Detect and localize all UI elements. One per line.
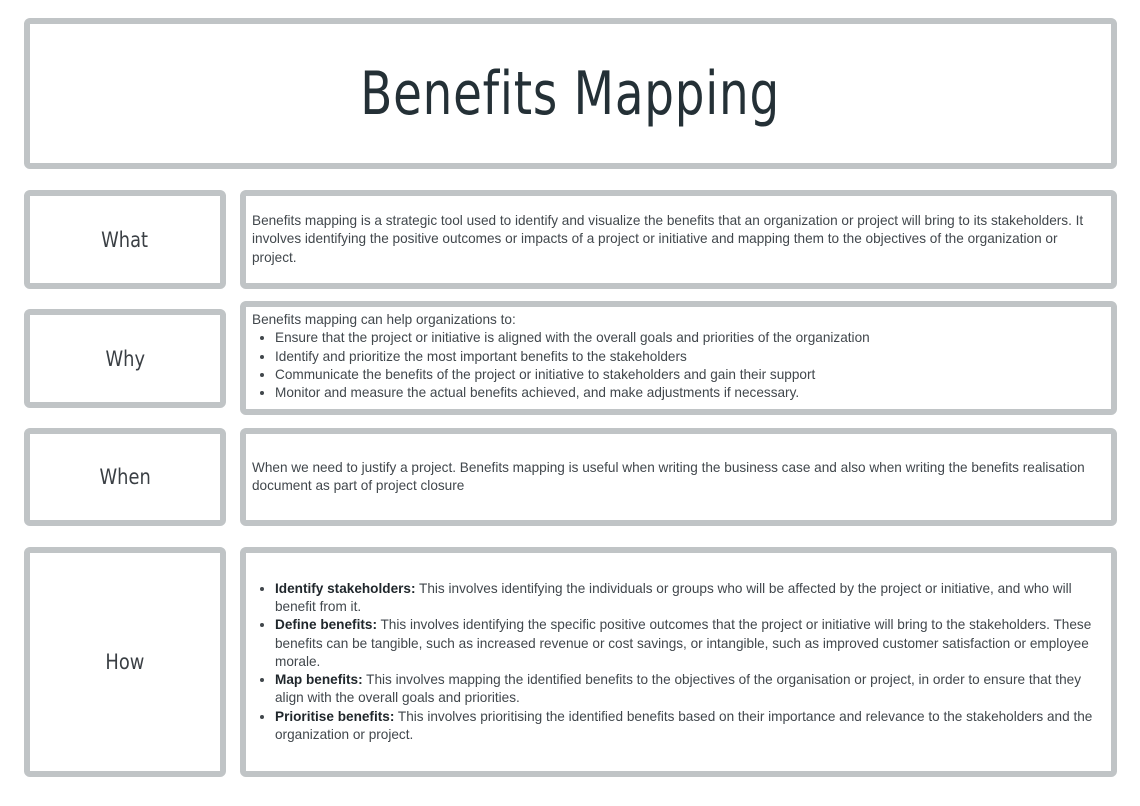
why-label: Why [105, 346, 145, 371]
when-content-panel [240, 428, 1117, 526]
how-list-item [275, 671, 1097, 708]
why-list-item: • Monitor and measure the actual benefits achieved, and make adjustments if necessary. [275, 384, 1097, 402]
what-content-panel [240, 190, 1117, 289]
how-item-desc: This involves identifying the individuals or groups who will be affected by the project or initiative, and who will benefit from it. [275, 580, 1072, 614]
when-text: When we need to justify a project. Benefits mapping is useful when writing the business case and also when writing the benefits realisation document as part of project closure [252, 459, 1085, 493]
what-label: What [101, 227, 149, 252]
how-label-panel [24, 547, 226, 777]
what-text: Benefits mapping is a strategic tool used to identify and visualize the benefits that an organization or project will bring to its stakeholders. It involves identifying the positive outcomes or impacts of a project or initiative and mapping them to the objectives of the organization or project. [252, 213, 1084, 265]
when-label-panel [24, 428, 226, 526]
why-label-panel [24, 309, 226, 408]
when-label: When [99, 465, 151, 489]
how-item-term: Map benefits: [275, 672, 363, 688]
how-content-panel [240, 547, 1117, 777]
how-item-term: Identify stakeholders: [275, 580, 416, 596]
how-list-item [275, 580, 1097, 617]
why-list-item: • Identify and prioritize the most important benefits to the stakeholders [275, 348, 1097, 366]
why-intro: Benefits mapping can help organizations to: [252, 312, 516, 327]
how-item-term: Prioritise benefits: [275, 708, 395, 724]
how-item-desc: This involves prioritising the identified benefits based on their importance and relevance to the stakeholders and the organization or project. [275, 708, 1093, 743]
how-item-desc: This involves mapping the identified benefits to the objectives of the organisation or project, in order to ensure that they align with the overall goals and priorities. [275, 672, 1081, 706]
why-list-item: • Communicate the benefits of the project or initiative to stakeholders and gain their support [275, 366, 1097, 384]
why-list [252, 329, 1097, 402]
how-item-term: Define benefits: [275, 617, 377, 633]
why-content-panel [240, 301, 1117, 415]
how-list-item [275, 708, 1097, 745]
how-list-item [275, 616, 1097, 671]
what-label-panel [24, 190, 226, 289]
how-list [252, 580, 1097, 745]
why-list-item: • Ensure that the project or initiative is aligned with the overall goals and priorities of the organization [275, 329, 1097, 347]
how-label: How [105, 650, 145, 674]
how-item-desc: This involves identifying the specific positive outcomes that the project or initiative will bring to the stakeholders. These benefits can be tangible, such as increased revenue or cost savings, or intangible, such as improved customer satisfaction or employee morale. [275, 617, 1092, 669]
title-panel [24, 18, 1117, 169]
page-title: Benefits Mapping [360, 58, 781, 129]
